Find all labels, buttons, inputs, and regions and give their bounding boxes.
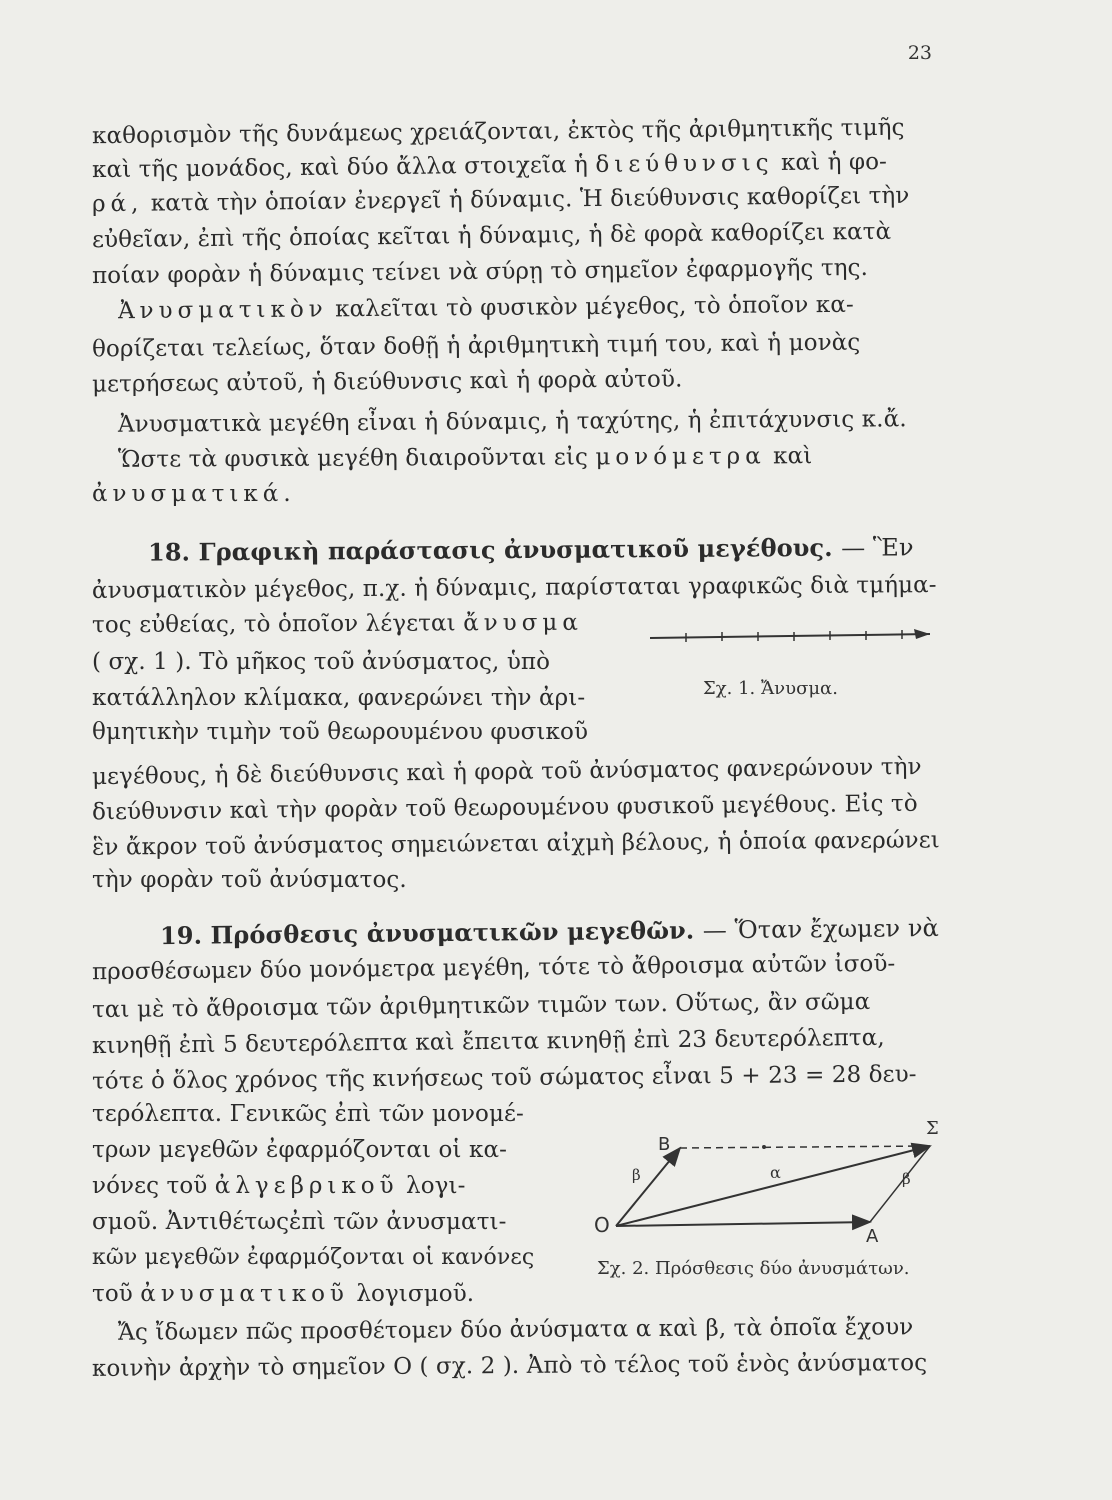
text-line: ρά, κατὰ τὴν ὁποίαν ἐνεργεῖ ἡ δύναμις. Ἡ διεύθυνσις καθορίζει τὴν [91, 182, 910, 218]
text-line: προσθέσωμεν δύο μονόμετρα μεγέθη, τότε τὸ ἄθροισμα αὐτῶν ἰσοῦ- [91, 950, 896, 986]
text-line: εὐθεῖαν, ἐπὶ τῆς ὁποίας κεῖται ἡ δύναμις, ἡ δὲ φορὰ καθορίζει κατὰ [91, 218, 892, 254]
vector-a-line [616, 1222, 870, 1226]
text-line: νόνες τοῦ ἀλγεβρικοῦ λογι- [92, 1173, 466, 1199]
text-line: τὴν φορὰν τοῦ ἀνύσματος. [92, 867, 407, 893]
text-line: ἓν ἄκρον τοῦ ἀνύσματος σημειώνεται αἰχμὴ βέλους, ἡ ὁποία φανερώνει [91, 827, 940, 861]
text-line: κῶν μεγεθῶν ἐφαρμόζονται οἱ κανόνες [92, 1245, 535, 1270]
text-line: τρων μεγεθῶν ἐφαρμόζονται οἱ κα- [92, 1137, 507, 1163]
text-line: μεγέθους, ἡ δὲ διεύθυνσις καὶ ἡ φορὰ τοῦ ἀνύσματος φανερώνουν τὴν [91, 753, 922, 791]
text-line: διεύθυνσιν καὶ τὴν φορὰν τοῦ θεωρουμένου φυσικοῦ μεγέθους. Εἰς τὸ [91, 790, 918, 826]
arrow-head [914, 629, 930, 639]
text-line: καθορισμὸν τῆς δυνάμεως χρειάζονται, ἐκτὸς τῆς ἀριθμητικῆς τιμῆς [91, 114, 905, 150]
text-line: ( σχ. 1 ). Τὸ μῆκος τοῦ ἀνύσματος, ὑπὸ [92, 649, 551, 675]
label-b: B [658, 1134, 671, 1155]
section-18-heading: 18. Γραφικὴ παράστασις ἀνυσματικοῦ μεγέθους. — Ἓν [147, 532, 914, 567]
text-line: θμητικὴν τιμὴν τοῦ θεωρουμένου φυσικοῦ [92, 719, 589, 745]
text-line: Ὥστε τὰ φυσικὰ μεγέθη διαιροῦνται εἰς μονόμετρα καὶ [117, 443, 813, 473]
label-sigma: Σ [926, 1118, 939, 1139]
parallel-side-line [870, 1146, 930, 1222]
section-title: Πρόσθεσις ἀνυσματικῶν μεγεθῶν. [210, 915, 695, 950]
text-line: κινηθῇ ἐπὶ 5 δευτερόλεπτα καὶ ἔπειτα κινηθῇ ἐπὶ 23 δευτερόλεπτα, [91, 1024, 885, 1060]
parallel-dashed-line [680, 1146, 930, 1148]
text-line: καὶ τῆς μονάδος, καὶ δύο ἄλλα στοιχεῖα ἡ διεύθυνσις καὶ ἡ φο- [91, 148, 888, 184]
resultant-vector-line [616, 1146, 930, 1226]
vector-line [650, 634, 930, 638]
scale-ticks [686, 630, 902, 642]
figure-2-vector-addition [580, 1120, 940, 1250]
text-line: ἀνυσματικά. [92, 481, 296, 507]
text-line: κοινὴν ἀρχὴν τὸ σημεῖον Ο ( σχ. 2 ). Ἀπὸ τὸ τέλος τοῦ ἑνὸς ἀνύσματος [91, 1350, 928, 1382]
text-line: μετρήσεως αὐτοῦ, ἡ διεύθυνσις καὶ ἡ φορὰ αὐτοῦ. [91, 366, 683, 398]
figure-1-vector [640, 620, 940, 650]
figure-1-caption: Σχ. 1. Ἄνυσμα. [703, 678, 838, 699]
label-alpha: α [770, 1163, 781, 1182]
section-number: 18. [147, 537, 191, 567]
page-number: 23 [907, 42, 932, 64]
text-line: σμοῦ. Ἀντιθέτωςἐπὶ τῶν ἀνυσματι- [92, 1209, 507, 1235]
definition-line: Ἀνυσματικὸν καλεῖται τὸ φυσικὸν μέγεθος, τὸ ὁποῖον κα- [117, 291, 854, 325]
text-line: τοῦ ἀνυσματικοῦ λογισμοῦ. [92, 1281, 475, 1307]
figure-2-caption: Σχ. 2. Πρόσθεσις δύο ἀνυσμάτων. [597, 1258, 910, 1279]
text-line: τερόλεπτα. Γενικῶς ἐπὶ τῶν μονομέ- [92, 1101, 524, 1127]
text-line: κατάλληλον κλίμακα, φανερώνει τὴν ἀρι- [92, 685, 586, 711]
text-line: τότε ὁ ὅλος χρόνος τῆς κινήσεως τοῦ σώματος εἶναι 5 + 23 = 28 δευ- [91, 1061, 917, 1095]
text-line: Ἄς ἴδωμεν πῶς προσθέτομεν δύο ἀνύσματα α καὶ β, τὰ ὁποῖα ἔχουν [117, 1314, 914, 1346]
text-line: ποίαν φορὰν ἡ δύναμις τείνει νὰ σύρῃ τὸ σημεῖον ἐφαρμογῆς της. [91, 254, 869, 290]
section-title: Γραφικὴ παράστασις ἀνυσματικοῦ μεγέθους. [198, 532, 833, 567]
label-beta-left: β [632, 1166, 641, 1184]
vector-b-line [616, 1148, 680, 1226]
text-line: ται μὲ τὸ ἄθροισμα τῶν ἀριθμητικῶν τιμῶν των. Οὕτως, ἂν σῶμα [91, 988, 871, 1024]
label-o: O [594, 1213, 610, 1237]
text-line: τος εὐθείας, τὸ ὁποῖον λέγεται ἄνυσμα [91, 609, 583, 639]
text-line: Ἀνυσματικὰ μεγέθη εἶναι ἡ δύναμις, ἡ ταχύτης, ἡ ἐπιτάχυνσις κ.ἄ. [117, 406, 907, 438]
text-line: ἀνυσματικὸν μέγεθος, π.χ. ἡ δύναμις, παρίσταται γραφικῶς διὰ τμήμα- [91, 572, 937, 604]
label-a: A [866, 1226, 879, 1247]
section-number: 19. [159, 920, 203, 951]
text-line: θορίζεται τελείως, ὅταν δοθῇ ἡ ἀριθμητικὴ τιμή του, καὶ ἡ μονὰς [91, 329, 861, 363]
section-19-heading: 19. Πρόσθεσις ἀνυσματικῶν μεγεθῶν. — Ὅταν ἔχωμεν νὰ [159, 913, 940, 951]
label-beta-right: β [902, 1170, 911, 1188]
